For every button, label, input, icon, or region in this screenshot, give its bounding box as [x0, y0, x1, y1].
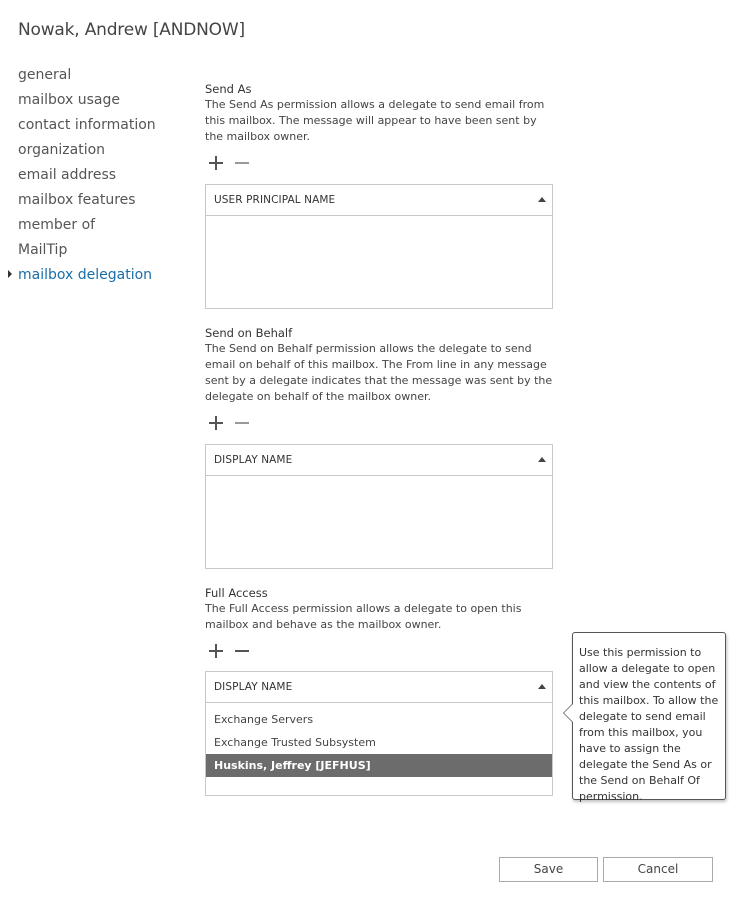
send-as-section: [205, 82, 555, 145]
nav-item-mailbox-features[interactable]: mailbox features: [18, 192, 136, 208]
full-access-title: Full Access: [205, 586, 268, 600]
table-row[interactable]: Exchange Servers: [214, 713, 314, 726]
send-on-behalf-add-icon[interactable]: [207, 414, 225, 432]
send-on-behalf-section: [205, 326, 555, 405]
send-as-column-header[interactable]: [206, 185, 552, 216]
full-access-column-header[interactable]: [206, 672, 552, 703]
tooltip-pointer-fill: [564, 704, 573, 722]
send-as-title: Send As: [205, 82, 252, 96]
full-access-add-icon[interactable]: [207, 642, 225, 660]
tooltip-text: Use this permission to allow a delegate to open and view the contents of this mailbox. To allow the delegate to send email from this mailbox, you have to assign the delegate the Send As or the Send on Behalf Of permission.: [579, 646, 719, 803]
full-access-grid: [205, 671, 553, 796]
table-row[interactable]: Exchange Trusted Subsystem: [214, 736, 376, 749]
page-title: Nowak, Andrew [ANDNOW]: [18, 20, 245, 40]
sort-ascending-icon: [538, 457, 546, 462]
sort-ascending-icon: [538, 197, 546, 202]
full-access-tooltip: [572, 632, 726, 803]
nav-item-mailbox-delegation[interactable]: [18, 266, 156, 291]
send-as-grid: [205, 184, 553, 309]
full-access-remove-icon[interactable]: [234, 642, 250, 660]
nav-item-email-address[interactable]: email address: [18, 167, 117, 183]
full-access-description: The Full Access permission allows a delegate to open this mailbox and behave as the mailbox owner.: [205, 602, 522, 631]
nav-item-mailtip[interactable]: MailTip: [18, 242, 68, 258]
send-as-column-label: USER PRINCIPAL NAME: [214, 194, 336, 206]
sort-ascending-icon: [538, 684, 546, 689]
sidebar-nav: [18, 66, 156, 291]
nav-item-general[interactable]: general: [18, 67, 72, 83]
save-button[interactable]: Save: [499, 857, 598, 882]
send-on-behalf-grid: [205, 444, 553, 569]
nav-item-mailbox-usage[interactable]: mailbox usage: [18, 92, 120, 108]
full-access-section: [205, 586, 555, 633]
send-as-remove-icon[interactable]: [234, 154, 250, 172]
nav-item-organization[interactable]: organization: [18, 142, 106, 158]
caret-right-icon: [8, 270, 12, 278]
send-as-add-icon[interactable]: [207, 154, 225, 172]
cancel-button[interactable]: Cancel: [603, 857, 713, 882]
send-on-behalf-column-label: DISPLAY NAME: [214, 454, 293, 466]
send-on-behalf-description: The Send on Behalf permission allows the delegate to send email on behalf of this mailbox. The From line in any message sent by a delegate indicates that the message was sent by the delegate on behalf of the mailbox owner.: [205, 342, 553, 403]
full-access-column-label: DISPLAY NAME: [214, 681, 293, 693]
send-on-behalf-remove-icon[interactable]: [234, 414, 250, 432]
table-row-selected[interactable]: Huskins, Jeffrey [JEFHUS]: [206, 754, 552, 777]
nav-item-contact-information[interactable]: contact information: [18, 117, 156, 133]
send-as-description: The Send As permission allows a delegate to send email from this mailbox. The message will appear to have been sent by the mailbox owner.: [205, 98, 545, 143]
send-on-behalf-column-header[interactable]: [206, 445, 552, 476]
send-on-behalf-title: Send on Behalf: [205, 326, 293, 340]
nav-item-label: mailbox delegation: [18, 267, 153, 283]
nav-item-member-of[interactable]: member of: [18, 217, 96, 233]
